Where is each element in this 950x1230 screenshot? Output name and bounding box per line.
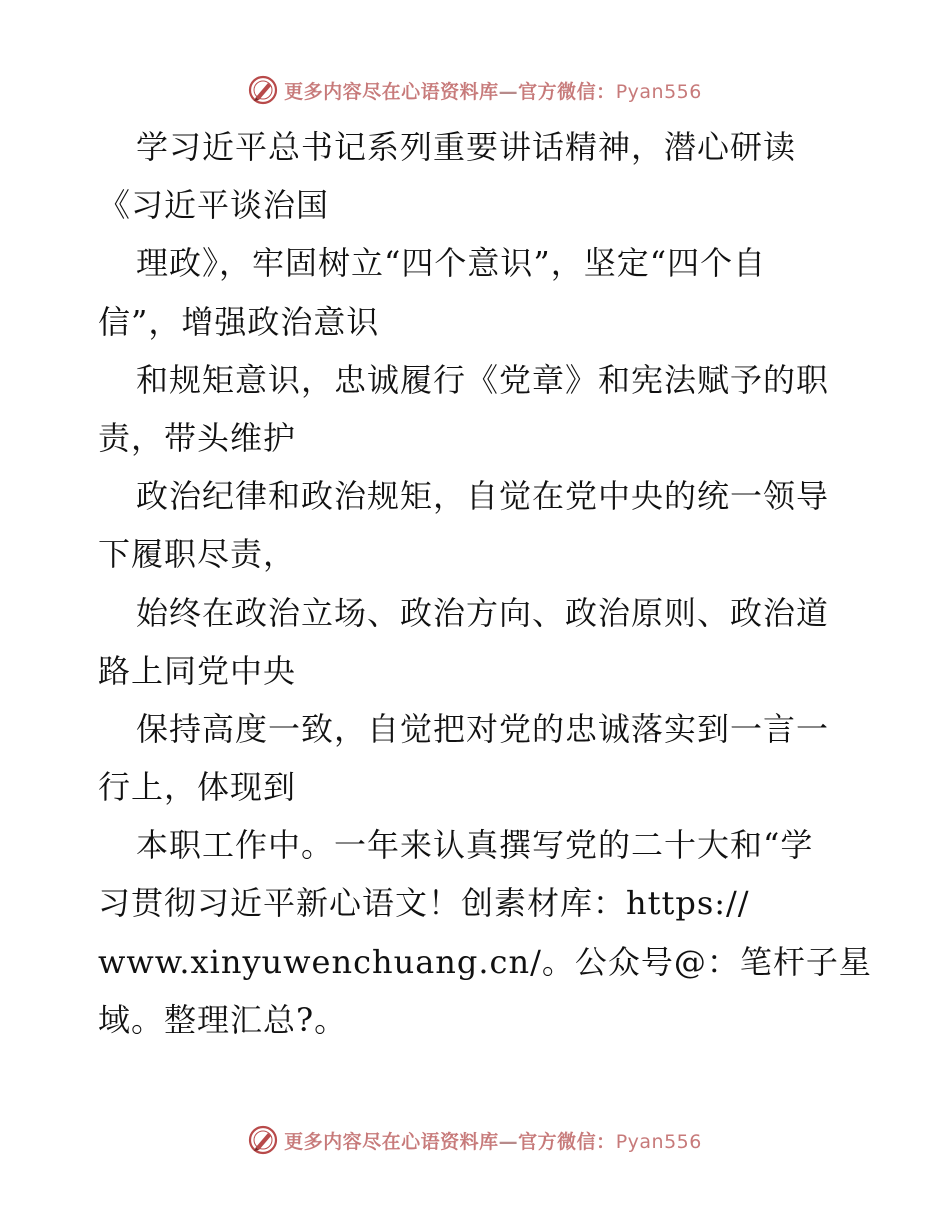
body-line: 理政》，牢固树立“四个意识”，坚定“四个自 (136, 244, 767, 283)
body-line: 责，带头维护 (98, 418, 297, 457)
watermark-wechat-id: Pyan556 (615, 1130, 702, 1153)
body-line: 始终在政治立场、政治方向、政治原则、政治道 (136, 593, 830, 632)
document-body (98, 118, 872, 1049)
body-line: 行上，体现到 (98, 768, 297, 807)
body-line: 本职工作中。一年来认真撰写党的二十大和“学 (136, 826, 814, 865)
pen-seal-icon (248, 75, 278, 105)
footer-watermark (0, 1120, 950, 1160)
body-line: 政治纪律和政治规矩，自觉在党中央的统一领导 (136, 477, 830, 516)
watermark-brand: 更多内容尽在心语资料库 (284, 80, 499, 103)
body-line: 学习近平总书记系列重要讲话精神，潜心研读 (136, 128, 797, 166)
watermark-text (284, 1127, 702, 1154)
body-line: www.xinyuwenchuang.cn/。公众号@：笔杆子星 (98, 942, 872, 981)
body-line: 保持高度一致，自觉把对党的忠诚落实到一言一 (136, 709, 830, 748)
header-watermark (0, 70, 950, 110)
body-line: 域。整理汇总?。 (98, 1000, 348, 1039)
watermark-wechat-label: 官方微信： (518, 1130, 616, 1153)
watermark-brand: 更多内容尽在心语资料库 (284, 1130, 499, 1153)
watermark-wechat-id: Pyan556 (615, 80, 702, 103)
watermark-separator: — (498, 80, 519, 103)
watermark-wechat-label: 官方微信： (518, 80, 616, 103)
body-line: 和规矩意识，忠诚履行《党章》和宪法赋予的职 (136, 360, 830, 399)
body-line: 《习近平谈治国 (98, 186, 330, 225)
watermark-text (284, 77, 702, 104)
body-line: 路上同党中央 (98, 651, 297, 690)
body-line: 信”，增强政治意识 (98, 302, 380, 341)
pen-seal-icon (248, 1125, 278, 1155)
body-line: 习贯彻习近平新心语文！创素材库：https:// (98, 884, 750, 923)
body-line: 下履职尽责， (98, 535, 297, 574)
watermark-separator: — (498, 1130, 519, 1153)
